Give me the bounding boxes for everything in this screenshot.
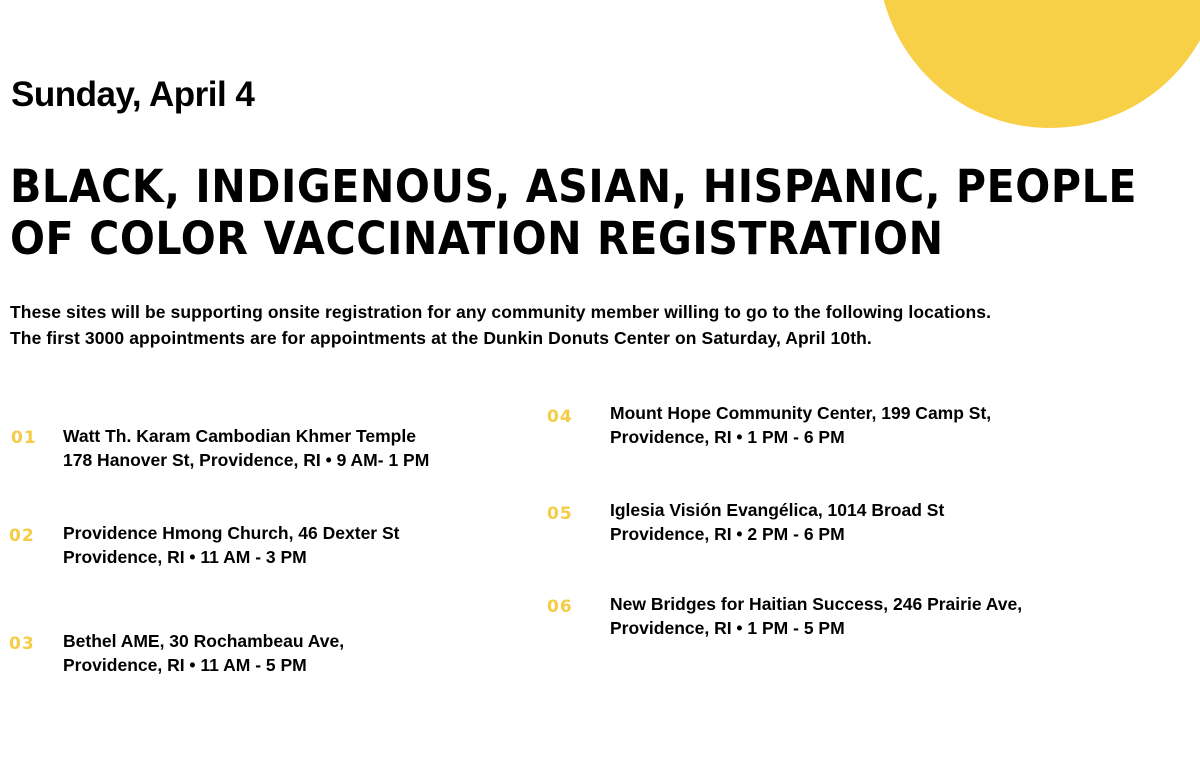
site-name: Watt Th. Karam Cambodian Khmer Temple bbox=[63, 426, 416, 446]
site-details bbox=[63, 424, 429, 472]
site-name: New Bridges for Haitian Success, 246 Prairie Ave, bbox=[610, 594, 1023, 614]
site-address-hours: Providence, RI • 1 PM - 5 PM bbox=[610, 618, 845, 638]
site-number: 04 bbox=[547, 407, 573, 427]
site-address-hours: Providence, RI • 11 AM - 3 PM bbox=[63, 547, 307, 567]
site-details bbox=[610, 401, 991, 449]
site-number: 03 bbox=[9, 634, 35, 654]
site-details bbox=[610, 592, 1022, 640]
site-name: Providence Hmong Church, 46 Dexter St bbox=[63, 523, 400, 543]
decorative-sun-circle bbox=[878, 0, 1200, 128]
site-address-hours: 178 Hanover St, Providence, RI • 9 AM- 1 PM bbox=[63, 450, 430, 470]
event-date: Sunday, April 4 bbox=[11, 75, 255, 114]
site-name: Bethel AME, 30 Rochambeau Ave, bbox=[63, 631, 345, 651]
title-line-1: BLACK, INDIGENOUS, ASIAN, HISPANIC, PEOPLE bbox=[10, 160, 1138, 213]
site-number: 06 bbox=[547, 597, 573, 617]
site-details bbox=[63, 521, 399, 569]
site-number: 02 bbox=[9, 526, 35, 546]
intro-line-1: These sites will be supporting onsite registration for any community member willing to go to the following locations. bbox=[10, 302, 992, 322]
intro-text bbox=[10, 299, 991, 351]
title-line-2: OF COLOR VACCINATION REGISTRATION bbox=[10, 212, 944, 265]
site-number: 05 bbox=[547, 504, 573, 524]
site-details bbox=[610, 498, 944, 546]
site-address-hours: Providence, RI • 1 PM - 6 PM bbox=[610, 427, 845, 447]
site-number: 01 bbox=[11, 428, 37, 448]
site-name: Mount Hope Community Center, 199 Camp St, bbox=[610, 403, 992, 423]
site-name: Iglesia Visión Evangélica, 1014 Broad St bbox=[610, 500, 945, 520]
site-details bbox=[63, 629, 344, 677]
site-address-hours: Providence, RI • 11 AM - 5 PM bbox=[63, 655, 307, 675]
site-address-hours: Providence, RI • 2 PM - 6 PM bbox=[610, 524, 845, 544]
intro-line-2: The first 3000 appointments are for appointments at the Dunkin Donuts Center on Saturday, April 10th. bbox=[10, 328, 872, 348]
page-title bbox=[10, 161, 1137, 265]
